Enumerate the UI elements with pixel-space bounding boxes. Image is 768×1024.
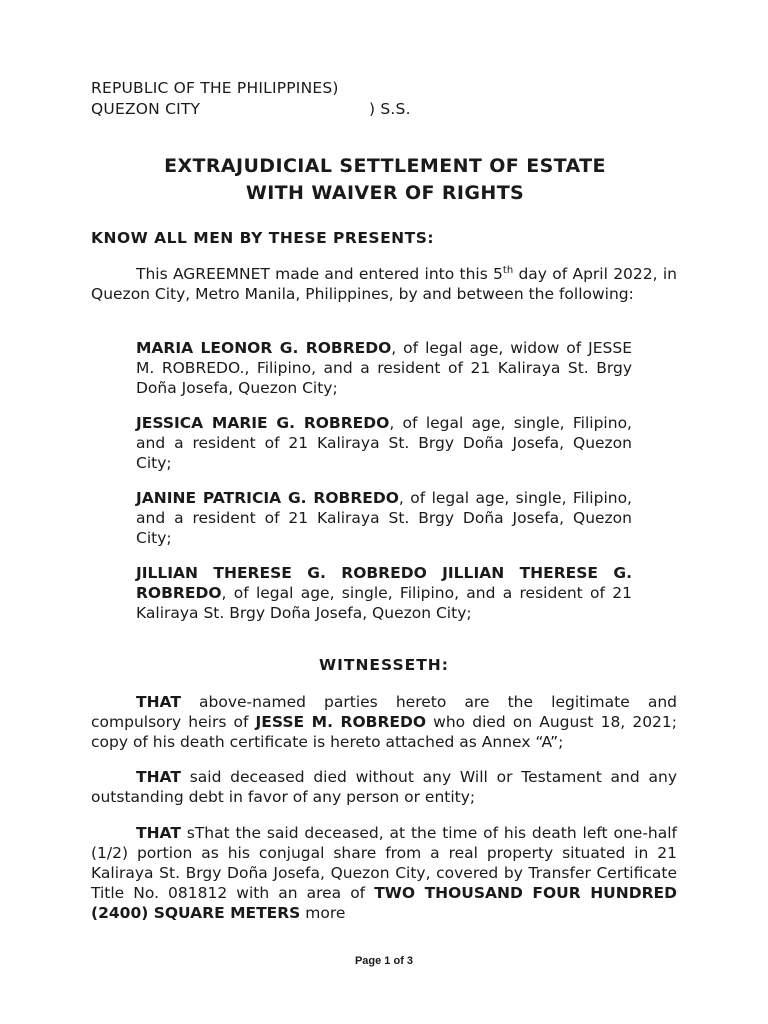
- party-details: , of legal age, single, Filipino, and a resident of 21 Kaliraya St. Brgy Doña Josefa, Quezon City;: [136, 584, 632, 622]
- page-number: Page 1 of 3: [354, 955, 414, 967]
- party-paragraph: [136, 338, 632, 398]
- intro-paragraph: [91, 264, 677, 304]
- party-paragraph: [136, 413, 632, 473]
- clause-paragraph: [91, 823, 677, 923]
- party-paragraph: [136, 563, 632, 623]
- clause-text: sThat the said deceased, at the time of his death left one-half (1/2) portion as his conjugal share from a real property situated in 21 Kaliraya St. Brgy Doña Josefa, Quezon City, covered by Transfer Certificate Title No. 081812 with an area of: [91, 824, 677, 902]
- clause-paragraph: [91, 767, 677, 807]
- party-name: MARIA LEONOR G. ROBREDO: [136, 339, 392, 357]
- clause-lead: THAT: [136, 824, 181, 842]
- document-title: [60, 153, 710, 207]
- clause-text: above-named parties hereto are the legitimate and compulsory heirs of: [91, 693, 677, 731]
- intro-text-cont: day of April 2022, in Quezon City, Metro Manila, Philippines, by and between the following:: [91, 265, 677, 303]
- clause-text: said deceased died without any Will or Testament and any outstanding debt in favor of any person or entity;: [91, 768, 677, 806]
- party-details: , of legal age, single, Filipino, and a resident of 21 Kaliraya St. Brgy Doña Josefa, Quezon City;: [136, 489, 632, 547]
- party-paragraph: [136, 488, 632, 548]
- clause-paragraph: [91, 692, 677, 752]
- title-line-2: WITH WAIVER OF RIGHTS: [245, 182, 525, 204]
- venue-ss: ) S.S.: [369, 100, 411, 118]
- clause-lead: THAT: [136, 693, 181, 711]
- venue-city: QUEZON CITY: [91, 100, 201, 118]
- clause-lead: THAT: [136, 768, 181, 786]
- intro-text: This AGREEMNET made and entered into this 5: [136, 265, 503, 283]
- witnesseth-heading: WITNESSETH:: [319, 656, 449, 674]
- decedent-name: JESSE M. ROBREDO: [255, 713, 427, 731]
- party-name: JILLIAN THERESE G. ROBREDO JILLIAN THERESE G. ROBREDO: [136, 564, 632, 602]
- title-line-1: EXTRAJUDICIAL SETTLEMENT OF ESTATE: [164, 155, 606, 177]
- clause-text-cont: who died on August 18, 2021; copy of his death certificate is hereto attached as Annex “A”;: [91, 713, 678, 751]
- party-name: JESSICA MARIE G. ROBREDO: [136, 414, 390, 432]
- property-area: TWO THOUSAND FOUR HUNDRED (2400) SQUARE METERS: [91, 884, 677, 922]
- intro-superscript: th: [502, 264, 514, 276]
- clause-text-cont: more: [300, 904, 346, 922]
- party-name: JANINE PATRICIA G. ROBREDO: [136, 489, 399, 507]
- party-details: , of legal age, single, Filipino, and a resident of 21 Kaliraya St. Brgy Doña Josefa, Quezon City;: [136, 414, 632, 472]
- venue-block: [91, 78, 411, 120]
- venue-country: REPUBLIC OF THE PHILIPPINES): [91, 79, 339, 97]
- know-all-men-heading: KNOW ALL MEN BY THESE PRESENTS:: [91, 229, 435, 247]
- party-details: , of legal age, widow of JESSE M. ROBREDO., Filipino, and a resident of 21 Kaliraya St. Brgy Doña Josefa, Quezon City;: [136, 339, 632, 397]
